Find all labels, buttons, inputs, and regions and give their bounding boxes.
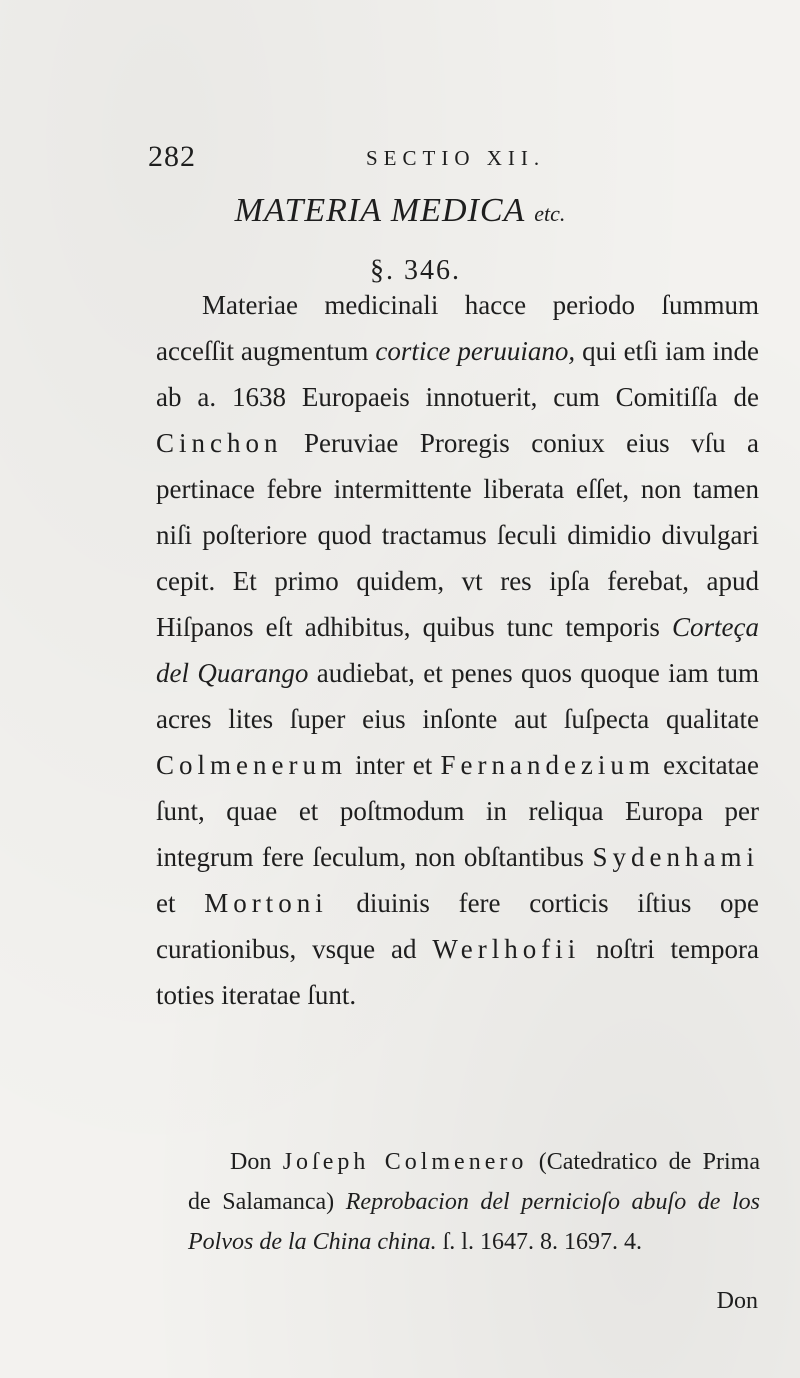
footnote-run: (Catedratico de Prima de Salamanca) [188, 1149, 761, 1215]
chapter-title-etc: etc. [534, 201, 566, 226]
body-spaced-name: Mortoni [204, 888, 328, 918]
body-spaced-name: Werlhofii [432, 934, 581, 964]
chapter-title [0, 192, 800, 230]
body-text-run: Peruviae Proregis coniux eius vſu a pertinace febre intermittente liberata eſſet, non tamen niſi poſteriore quod tractamus ſeculi dimidio divulgari cepit. Et primo quidem, vt res ipſa ferebat, apud Hiſpanos eſt adhibitus, quibus tunc temporis [156, 428, 760, 642]
body-italic-run: Corteça del Quarango [156, 612, 759, 688]
body-text-run: inter et [355, 750, 433, 780]
body-spaced-name: Fernandezium [440, 750, 655, 780]
page-header [148, 140, 760, 180]
body-spaced-name: Cinchon [156, 428, 283, 458]
body-italic-run: cortice peruuiano, [375, 336, 576, 366]
footnote-run: ſ. l. 1647. 8. 1697. 4. [442, 1229, 642, 1255]
footnote-italic-title: Reprobacion del pernicioſo abuſo de los Polvos de la China china. [188, 1189, 760, 1255]
page-number: 282 [148, 140, 196, 173]
body-paragraph [156, 282, 759, 1018]
footnote-run: Don [230, 1149, 272, 1175]
body-text-run: qui etſi iam inde ab a. 1638 Europaeis innotuerit, cum Comitiſſa de [156, 336, 759, 412]
section-number: §. 346. [370, 255, 461, 286]
body-text-run: diuinis fere corticis iſtius ope curationibus, vsque ad [156, 888, 760, 964]
catchword: Don [716, 1288, 758, 1314]
body-spaced-name: Colmenerum [156, 750, 347, 780]
body-text-run: excitatae ſunt, quae et poſtmodum in reliqua Europa per integrum fere ſeculum, non obſtantibus [156, 750, 760, 872]
body-text-run: noſtri tempora toties iteratae ſunt. [156, 934, 759, 1010]
body-text-run: et [156, 888, 176, 918]
chapter-title-text: MATERIA MEDICA [234, 192, 525, 229]
body-paragraph-text [156, 282, 759, 1018]
running-head: SECTIO XII. [366, 146, 546, 170]
body-spaced-name: Sydenhami [592, 842, 760, 872]
body-text-run: audiebat, et penes quos quoque iam tum acres lites ſuper eius inſonte aut ſuſpecta qualitate [156, 658, 759, 734]
footnote-spaced-name: Joſeph Colmenero [282, 1149, 528, 1175]
footnote [188, 1142, 760, 1262]
body-text-run: Materiae medicinali hacce periodo ſummum acceſſit augmentum [156, 290, 759, 366]
footnote-text [188, 1142, 760, 1262]
